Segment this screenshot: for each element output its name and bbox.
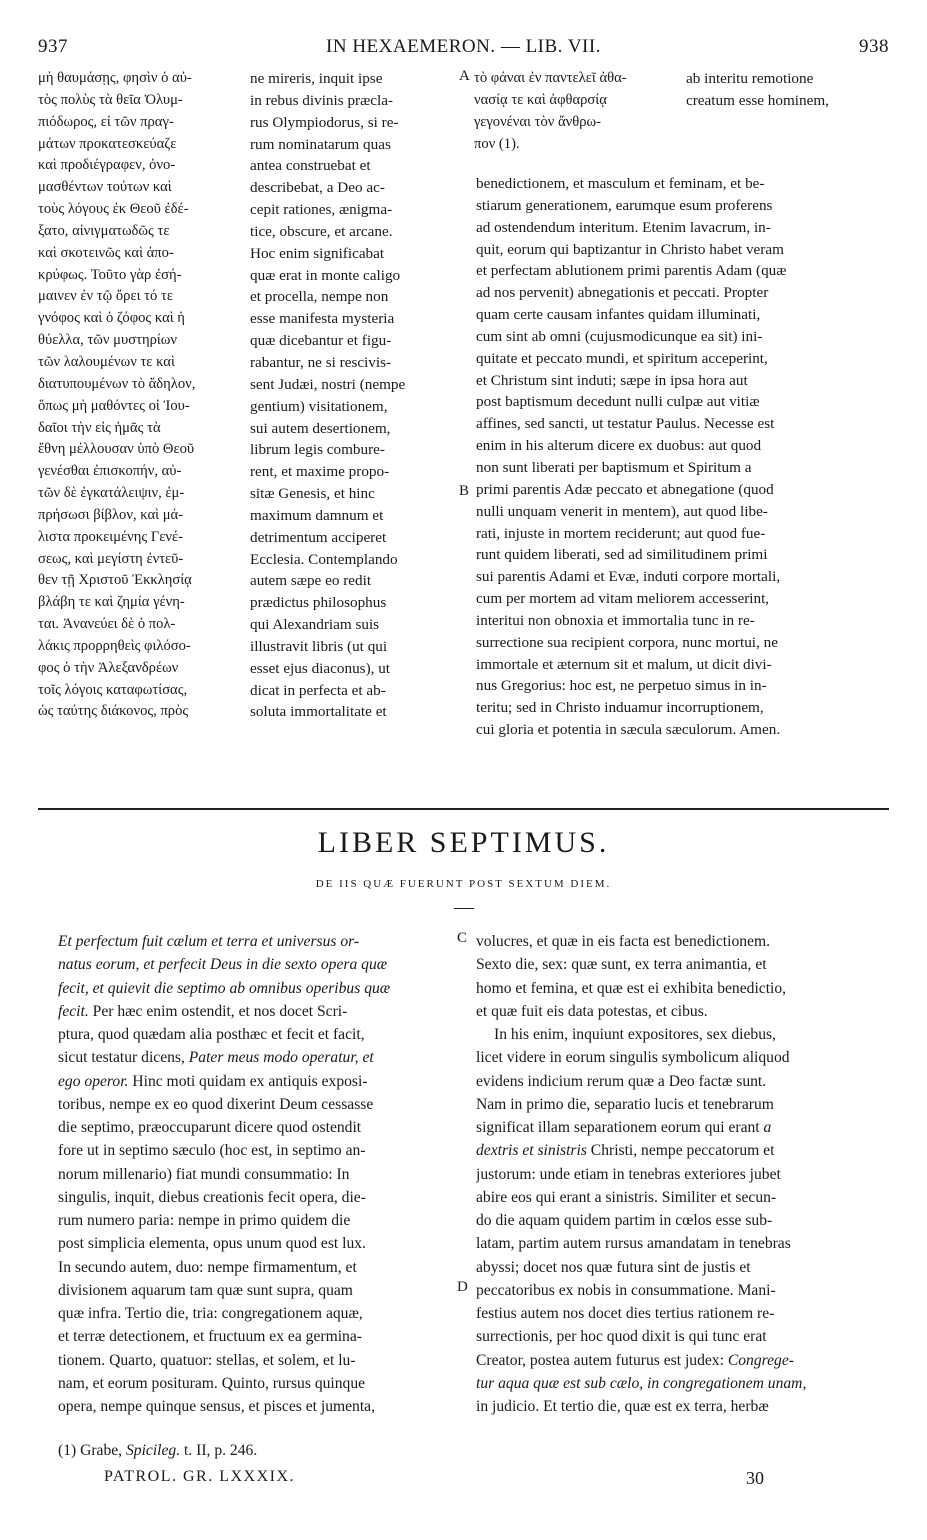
text-line xyxy=(58,1116,448,1139)
text-run: quæ infra. Tertio die, tria: congregationem aquæ, xyxy=(58,1305,363,1322)
text-run: In secundo autem, duo: nempe firmamentum, et xyxy=(58,1258,357,1276)
text-line xyxy=(476,1000,888,1023)
text-run: nam, et eorum posituram. Quinto, rursus quinque xyxy=(58,1374,366,1392)
text-line xyxy=(476,1163,888,1186)
latin-paragraph-right xyxy=(476,173,886,741)
text-line xyxy=(58,1070,448,1093)
text-line: λάκις προρρηθεὶς φιλόσο- xyxy=(38,637,191,654)
italic-run: Congrege- xyxy=(727,1351,794,1369)
text-run: surrectionis, per hoc quod dixit is qui tunc erat xyxy=(476,1328,767,1346)
text-line: ξατο, αἰνιγματωδῶς τε xyxy=(38,222,170,239)
text-line: πιόδωρος, εἰ τῶν πραγ- xyxy=(38,113,174,130)
short-rule xyxy=(454,908,474,909)
text-line xyxy=(58,930,448,953)
text-run: post simplicia elementa, opus unum quod est lux. xyxy=(58,1235,366,1253)
margin-marker-c: C xyxy=(457,930,468,946)
text-line: stiarum generationem, earumque esum proferens xyxy=(476,196,773,214)
text-run: volucres, et quæ in eis facta est benedictionem. xyxy=(476,933,771,950)
bottom-column-left xyxy=(58,930,448,1418)
text-line: quæ dicebantur et figu- xyxy=(250,332,392,350)
text-line: et Christum sint induti; sæpe in ipsa hora aut xyxy=(476,371,748,389)
italic-run: fecit, et quievit die septimo ab omnibus operibus quæ xyxy=(58,979,391,997)
text-line: non sunt liberati per baptismum et Spiritum a xyxy=(476,458,752,476)
text-run: opera, nempe quinque sensus, et pisces et jumenta, xyxy=(58,1398,375,1415)
text-line: affines, sed sancti, ut testatur Paulus. Necesse est xyxy=(476,415,775,433)
text-line xyxy=(58,1163,448,1186)
text-line xyxy=(58,953,448,976)
text-line xyxy=(476,1325,888,1348)
text-run: significat illam separationem eorum qui erant xyxy=(476,1119,764,1136)
text-line: sent Judæi, nostri (nempe xyxy=(250,375,406,393)
text-line: antea construebat et xyxy=(250,157,371,175)
text-line: interitui non obnoxia et immortalia tunc in re- xyxy=(476,611,755,629)
italic-run: Pater meus modo operatur, et xyxy=(188,1049,374,1067)
text-line: maximum damnum et xyxy=(250,506,384,524)
text-line xyxy=(58,1186,448,1209)
text-line: primi parentis Adæ peccato et abnegatione (quod xyxy=(476,480,774,498)
text-line: ab interitu remotione xyxy=(686,70,814,87)
text-run: toribus, nempe ex eo quod dixerint Deum cessasse xyxy=(58,1095,374,1113)
text-line: esset ejus diaconus), ut xyxy=(250,659,391,677)
text-line: καὶ προδιέγραφεν, ὀνο- xyxy=(38,157,176,174)
margin-marker-d: D xyxy=(457,1279,468,1295)
text-line xyxy=(58,1023,448,1046)
text-line xyxy=(476,1023,888,1046)
text-line xyxy=(58,1325,448,1348)
text-line xyxy=(476,1372,888,1395)
text-line: quitate et peccato mundi, et spiritum acceperint, xyxy=(476,349,768,367)
footnote-suffix: t. II, p. 246. xyxy=(180,1442,258,1459)
text-line: γεγονέναι τὸν ἄνθρω- xyxy=(474,113,602,130)
footnote-italic: Spicileg. xyxy=(125,1442,181,1459)
italic-run: Et perfectum fuit cælum et terra et universus or- xyxy=(58,933,360,950)
text-line xyxy=(476,953,888,976)
text-line: sui parentis Adami et Evæ, induti corpore mortali, xyxy=(476,568,781,586)
text-line: τῶν λαλουμένων τε καὶ xyxy=(38,353,175,370)
text-line: quæ erat in monte caligo xyxy=(250,266,401,284)
text-line: τὸς πολὺς τὰ θεῖα Ὀλυμ- xyxy=(38,91,183,108)
text-line: esse manifesta mysteria xyxy=(250,310,395,328)
text-line xyxy=(58,1279,448,1302)
text-line xyxy=(476,1209,888,1232)
text-line: nus Gregorius: hoc est, ne perpetuo simus in in- xyxy=(476,677,767,695)
page-number-right: 938 xyxy=(859,36,889,57)
text-line: τοῖς λόγοις καταφωτίσας, xyxy=(38,681,188,698)
text-line: in rebus divinis præcla- xyxy=(250,91,393,109)
text-line: dicat in perfecta et ab- xyxy=(250,681,386,699)
text-line: immortale et æternum sit et malum, ut dicit divi- xyxy=(476,655,772,673)
text-line xyxy=(476,1139,888,1162)
text-line: ne mireris, inquit ipse xyxy=(250,70,383,87)
text-run: die septimo, præoccuparunt dicere quod ostendit xyxy=(58,1119,362,1136)
text-line: et perfectam ablutionem primi parentis Adam (quæ xyxy=(476,262,787,280)
text-line: νασίᾳ τε καὶ ἀφθαρσίᾳ xyxy=(474,91,607,108)
text-line xyxy=(58,1395,448,1418)
text-line xyxy=(58,1349,448,1372)
italic-run: a xyxy=(763,1119,772,1136)
italic-run: tur aqua quæ est sub cælo, in congregationem unam, xyxy=(476,1374,807,1392)
text-line: γνόφος καὶ ὁ ζόφος καὶ ἡ xyxy=(38,310,185,327)
page-number-left: 937 xyxy=(38,36,68,57)
text-line: quit, eorum qui baptizantur in Christo habet veram xyxy=(476,240,784,258)
text-line xyxy=(476,1093,888,1116)
footnote-prefix: (1) Grabe, xyxy=(58,1442,126,1459)
text-line: cui gloria et potentia in sæcula sæculorum. Amen. xyxy=(476,721,781,739)
text-line: πον (1). xyxy=(474,135,520,152)
text-line: ad ostendendum interitum. Etenim lavacrum, in- xyxy=(476,218,771,236)
text-line: sui autem desertionem, xyxy=(250,419,391,437)
bottom-column-right xyxy=(476,930,888,1418)
text-run: In his enim, inquiunt expositores, sex diebus, xyxy=(494,1026,776,1043)
text-line xyxy=(58,1000,448,1023)
text-run: sicut testatur dicens, xyxy=(58,1049,189,1067)
text-run: justorum: unde etiam in tenebras exteriores jubet xyxy=(476,1165,781,1183)
text-line xyxy=(476,1046,888,1069)
footnote xyxy=(58,1442,257,1460)
text-run: fore ut in septimo sæculo (hoc est, in septimo an- xyxy=(58,1142,366,1160)
section-rule xyxy=(38,808,889,810)
text-line: πρήσωσι βίβλον, καὶ μά- xyxy=(38,506,184,523)
text-line: μασθέντων τούτων καὶ xyxy=(38,179,172,196)
text-line: τῶν δὲ ἐγκατάλειψιν, ἐμ- xyxy=(38,485,185,502)
text-line: ἔθνη μέλλουσαν ὑπὸ Θεοῦ xyxy=(38,441,195,458)
text-line xyxy=(58,1232,448,1255)
text-run: singulis, inquit, diebus creationis fecit opera, die- xyxy=(58,1188,366,1206)
text-line xyxy=(58,1302,448,1325)
text-run: norum millenario) fiat mundi consummatio: In xyxy=(58,1165,350,1183)
text-line: autem sæpe eo redit xyxy=(250,572,372,590)
text-line: κρύφως. Τοῦτο γὰρ ἐσή- xyxy=(38,266,182,283)
text-line: illustravit libris (ut qui xyxy=(250,637,388,655)
greek-column-left xyxy=(38,68,250,723)
text-run: Per hæc enim ostendit, et nos docet Scri- xyxy=(88,1002,348,1020)
text-line: rati, injuste in mortem reciderunt; aut quod fue- xyxy=(476,524,766,542)
italic-run: natus eorum, et perfecit Deus in die sexto opera quæ xyxy=(58,956,388,974)
text-line xyxy=(476,1302,888,1325)
margin-marker-a: A xyxy=(459,68,470,84)
text-run: Creator, postea autem futurus est judex: xyxy=(476,1351,728,1369)
text-line: prædictus philosophus xyxy=(250,594,387,612)
text-line xyxy=(476,1349,888,1372)
signature-number: 30 xyxy=(746,1468,764,1488)
text-line: cepit rationes, ænigma- xyxy=(250,201,393,219)
text-line: σεως, καὶ μεγίστη ἐντεῦ- xyxy=(38,550,184,567)
text-line: nulli unquam venerit in mentem), aut quod libe- xyxy=(476,502,768,520)
text-line xyxy=(58,1046,448,1069)
text-line: καὶ σκοτεινῶς καὶ ἀπο- xyxy=(38,244,174,261)
text-run: latam, partim autem rursus amandatam in tenebras xyxy=(476,1235,791,1253)
text-line: teritu; sed in Christo induamur incorruptionem, xyxy=(476,699,764,717)
text-line xyxy=(476,1232,888,1255)
greek-column-right xyxy=(474,68,684,155)
text-line: surrectione sua recipient corpora, nunc mortui, ne xyxy=(476,633,778,651)
text-line: quam certe causam infantes quidam illuminati, xyxy=(476,306,761,324)
text-run: abire eos qui erant a sinistris. Similiter et secun- xyxy=(476,1188,777,1206)
text-line: detrimentum acciperet xyxy=(250,528,387,546)
text-line: Ecclesia. Contemplando xyxy=(250,550,398,568)
text-line: sitæ Genesis, et hinc xyxy=(250,485,375,503)
text-line xyxy=(476,1395,888,1418)
text-line: ὡς ταύτης διάκονος, πρὸς xyxy=(38,703,189,720)
text-run: Sexto die, sex: quæ sunt, ex terra animantia, et xyxy=(476,956,767,974)
text-line xyxy=(58,1209,448,1232)
text-line: rabantur, ne si rescivis- xyxy=(250,353,392,371)
italic-run: ego operor. xyxy=(58,1072,129,1090)
text-line: βλάβη τε καὶ ζημία γένη- xyxy=(38,594,185,611)
text-line xyxy=(476,1186,888,1209)
text-run: divisionem aquarum tam quæ sunt supra, quam xyxy=(58,1281,353,1299)
text-run: peccatoribus ex nobis in consummatione. Mani- xyxy=(476,1281,776,1299)
text-line xyxy=(58,1256,448,1279)
italic-run: dextris et sinistris xyxy=(476,1142,587,1160)
text-run: do die aquam quidem partim in cœlos esse sub- xyxy=(476,1212,773,1229)
text-line xyxy=(58,1372,448,1395)
text-line xyxy=(58,1093,448,1116)
text-line xyxy=(58,1139,448,1162)
text-run: rum numero paria: nempe in primo quidem die xyxy=(58,1212,351,1229)
text-run: ptura, quod quædam alia posthæc et fecit et facit, xyxy=(58,1026,365,1043)
italic-run: fecit. xyxy=(58,1002,89,1020)
text-line xyxy=(476,977,888,1000)
text-line: qui Alexandriam suis xyxy=(250,616,380,634)
text-run: evidens indicium rerum quæ a Deo factæ sunt. xyxy=(476,1072,767,1090)
latin-column-left xyxy=(250,68,458,723)
running-title: IN HEXAEMERON. — LIB. VII. xyxy=(326,36,601,57)
text-line: λιστα προκειμένης Γενέ- xyxy=(38,528,183,545)
text-line xyxy=(476,930,888,953)
text-run: Hinc moti quidam ex antiquis exposi- xyxy=(128,1072,368,1090)
text-line: τοὺς λόγους ἐκ Θεοῦ ἐδέ- xyxy=(38,201,189,218)
text-line: θεν τῇ Χριστοῦ Ἐκκλησίᾳ xyxy=(38,572,192,589)
text-line xyxy=(476,1256,888,1279)
text-line: post baptismum decedunt nulli culpæ aut vitiæ xyxy=(476,393,760,411)
text-line: ται. Ἀνανεύει δὲ ὁ πολ- xyxy=(38,616,176,633)
text-line: τὸ φάναι ἐν παντελεῖ ἀθα- xyxy=(474,70,627,86)
text-line: μάτων προκατεσκεύαζε xyxy=(38,135,177,152)
book-title: LIBER SEPTIMUS. xyxy=(317,826,610,859)
text-line: et procella, nempe non xyxy=(250,288,389,306)
text-line: runt quidem liberati, sed ad similitudinem primi xyxy=(476,546,768,564)
text-line xyxy=(476,1070,888,1093)
text-run: homo et femina, et quæ est ei exhibita benedictio, xyxy=(476,979,787,997)
text-line: rent, et maxime propo- xyxy=(250,463,390,481)
text-line: μὴ θαυμάσῃς, φησὶν ὁ αὐ- xyxy=(38,70,192,86)
text-line: μαινεν ἐν τῷ ὄρει τό τε xyxy=(38,288,173,305)
text-line: describebat, a Deo ac- xyxy=(250,179,385,197)
text-run: et terræ detectionem, et fructuum ex ea germina- xyxy=(58,1328,362,1346)
text-line: θύελλα, τῶν μυστηρίων xyxy=(38,332,177,349)
text-line: rus Olympiodorus, si re- xyxy=(250,113,399,131)
text-line: rum nominatarum quas xyxy=(250,135,391,153)
text-run: licet videre in eorum singulis symbolicum aliquod xyxy=(476,1049,790,1067)
text-run: tionem. Quarto, quatuor: stellas, et solem, et lu- xyxy=(58,1351,356,1369)
text-line: διατυπουμένων τὸ ἄδηλον, xyxy=(38,375,196,392)
text-run: et quæ fuit eis data potestas, et cibus. xyxy=(476,1002,708,1020)
text-line: gentium) visitationem, xyxy=(250,397,388,415)
text-line: soluta immortalitate et xyxy=(250,703,387,721)
text-line xyxy=(58,977,448,1000)
text-line: creatum esse hominem, xyxy=(686,91,829,109)
text-line: ὅπως μὴ μαθόντες οἱ Ἰου- xyxy=(38,397,190,414)
series-footer: PATROL. GR. LXXXIX. xyxy=(104,1468,296,1485)
latin-column-right xyxy=(686,68,886,112)
text-line: enim in his alterum dicere ex duobus: aut quod xyxy=(476,437,762,455)
text-line xyxy=(476,1116,888,1139)
text-line: δαῖοι τὴν εἰς ἡμᾶς τὰ xyxy=(38,419,161,436)
text-run: abyssi; docet nos quæ futura sint de justis et xyxy=(476,1258,751,1276)
text-run: festius autem nos docet dies tertius rationem re- xyxy=(476,1305,775,1322)
text-line xyxy=(476,1279,888,1302)
text-line: Hoc enim significabat xyxy=(250,244,385,262)
text-line: φος ὁ τὴν Ἀλεξανδρέων xyxy=(38,659,179,676)
margin-marker-b: B xyxy=(459,483,470,499)
text-line: librum legis combure- xyxy=(250,441,385,459)
text-line: cum sint ab omni (cujusmodicunque ea sit) ini- xyxy=(476,327,763,345)
text-run: Nam in primo die, separatio lucis et tenebrarum xyxy=(476,1095,774,1113)
text-line: tice, obscure, et arcane. xyxy=(250,222,393,240)
text-run: in judicio. Et tertio die, quæ est ex terra, herbæ xyxy=(476,1398,769,1415)
text-line: γενέσθαι ἐπισκοπήν, αὐ- xyxy=(38,463,182,480)
book-subtitle: DE IIS QUÆ FUERUNT POST SEXTUM DIEM. xyxy=(315,878,612,890)
text-line: ad nos pervenit) abnegationis et peccati. Propter xyxy=(476,284,769,302)
text-line: cum per mortem ad vitam meliorem accesserint, xyxy=(476,590,770,608)
text-line: benedictionem, et masculum et feminam, et be- xyxy=(476,175,765,192)
text-run: Christi, nempe peccatorum et xyxy=(586,1142,775,1160)
